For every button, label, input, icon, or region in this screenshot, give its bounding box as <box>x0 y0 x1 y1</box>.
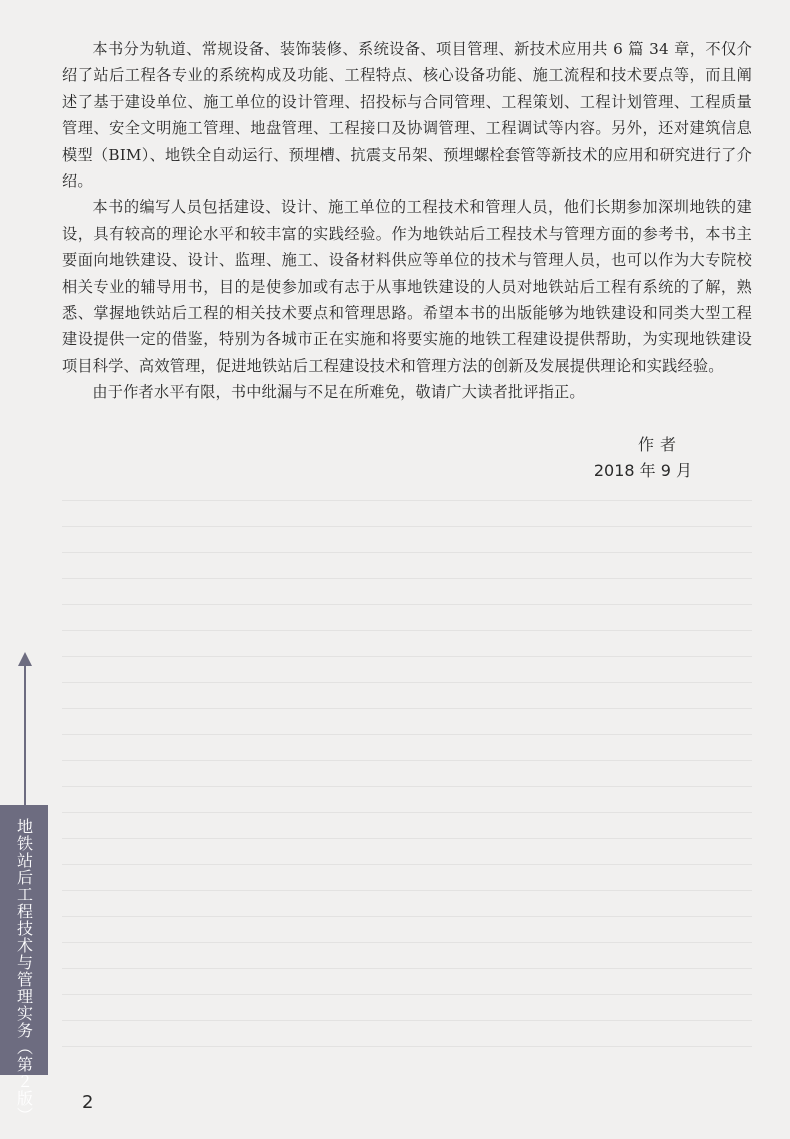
page-number: 2 <box>82 1092 94 1113</box>
show-through-texture <box>62 500 752 1060</box>
book-title-vertical: 地铁站后工程技术与管理实务（第２版） <box>14 818 34 1124</box>
paragraph-content-overview: 本书分为轨道、常规设备、装饰装修、系统设备、项目管理、新技术应用共 6 篇 34 章，不仅介绍了站后工程各专业的系统构成及功能、工程特点、核心设备功能、施工流程和技术要点等，而且阐述了基于建设单位、施工单位的设计管理、招投标与合同管理、工程策划、工程计划管理、工程质量管理、安全文明施工管理、地盘管理、工程接口及协调管理、工程调试等内容。另外，还对建筑信息模型（BIM）、地铁全自动运行、预埋槽、抗震支吊架、预埋螺栓套管等新技术的应用和研究进行了介绍。 <box>62 40 752 191</box>
arrow-line <box>24 662 26 805</box>
paragraph-apology: 由于作者水平有限，书中纰漏与不足在所难免，敬请广大读者批评指正。 <box>92 383 585 402</box>
author-label: 作者 <box>637 435 682 454</box>
date-label: 2018 年 9 月 <box>593 461 692 480</box>
signature-block <box>594 432 692 484</box>
paragraph-authors-purpose: 本书的编写人员包括建设、设计、施工单位的工程技术和管理人员，他们长期参加深圳地铁的建设，具有较高的理论水平和较丰富的实践经验。作为地铁站后工程技术与管理方面的参考书，本书主要面向地铁建设、设计、监理、施工、设备材料供应等单位的技术与管理人员，也可以作为大专院校相关专业的辅导用书，目的是使参加或有志于从事地铁建设的人员对地铁站后工程有系统的了解，熟悉、掌握地铁站后工程的相关技术要点和管理思路。希望本书的出版能够为地铁建设和同类大型工程建设提供一定的借鉴，特别为各城市正在实施和将要实施的地铁工程建设提供帮助，为实现地铁建设项目科学、高效管理，促进地铁站后工程建设技术和管理方法的创新及发展提供理论和实践经验。 <box>62 198 752 375</box>
preface-body <box>62 36 752 406</box>
